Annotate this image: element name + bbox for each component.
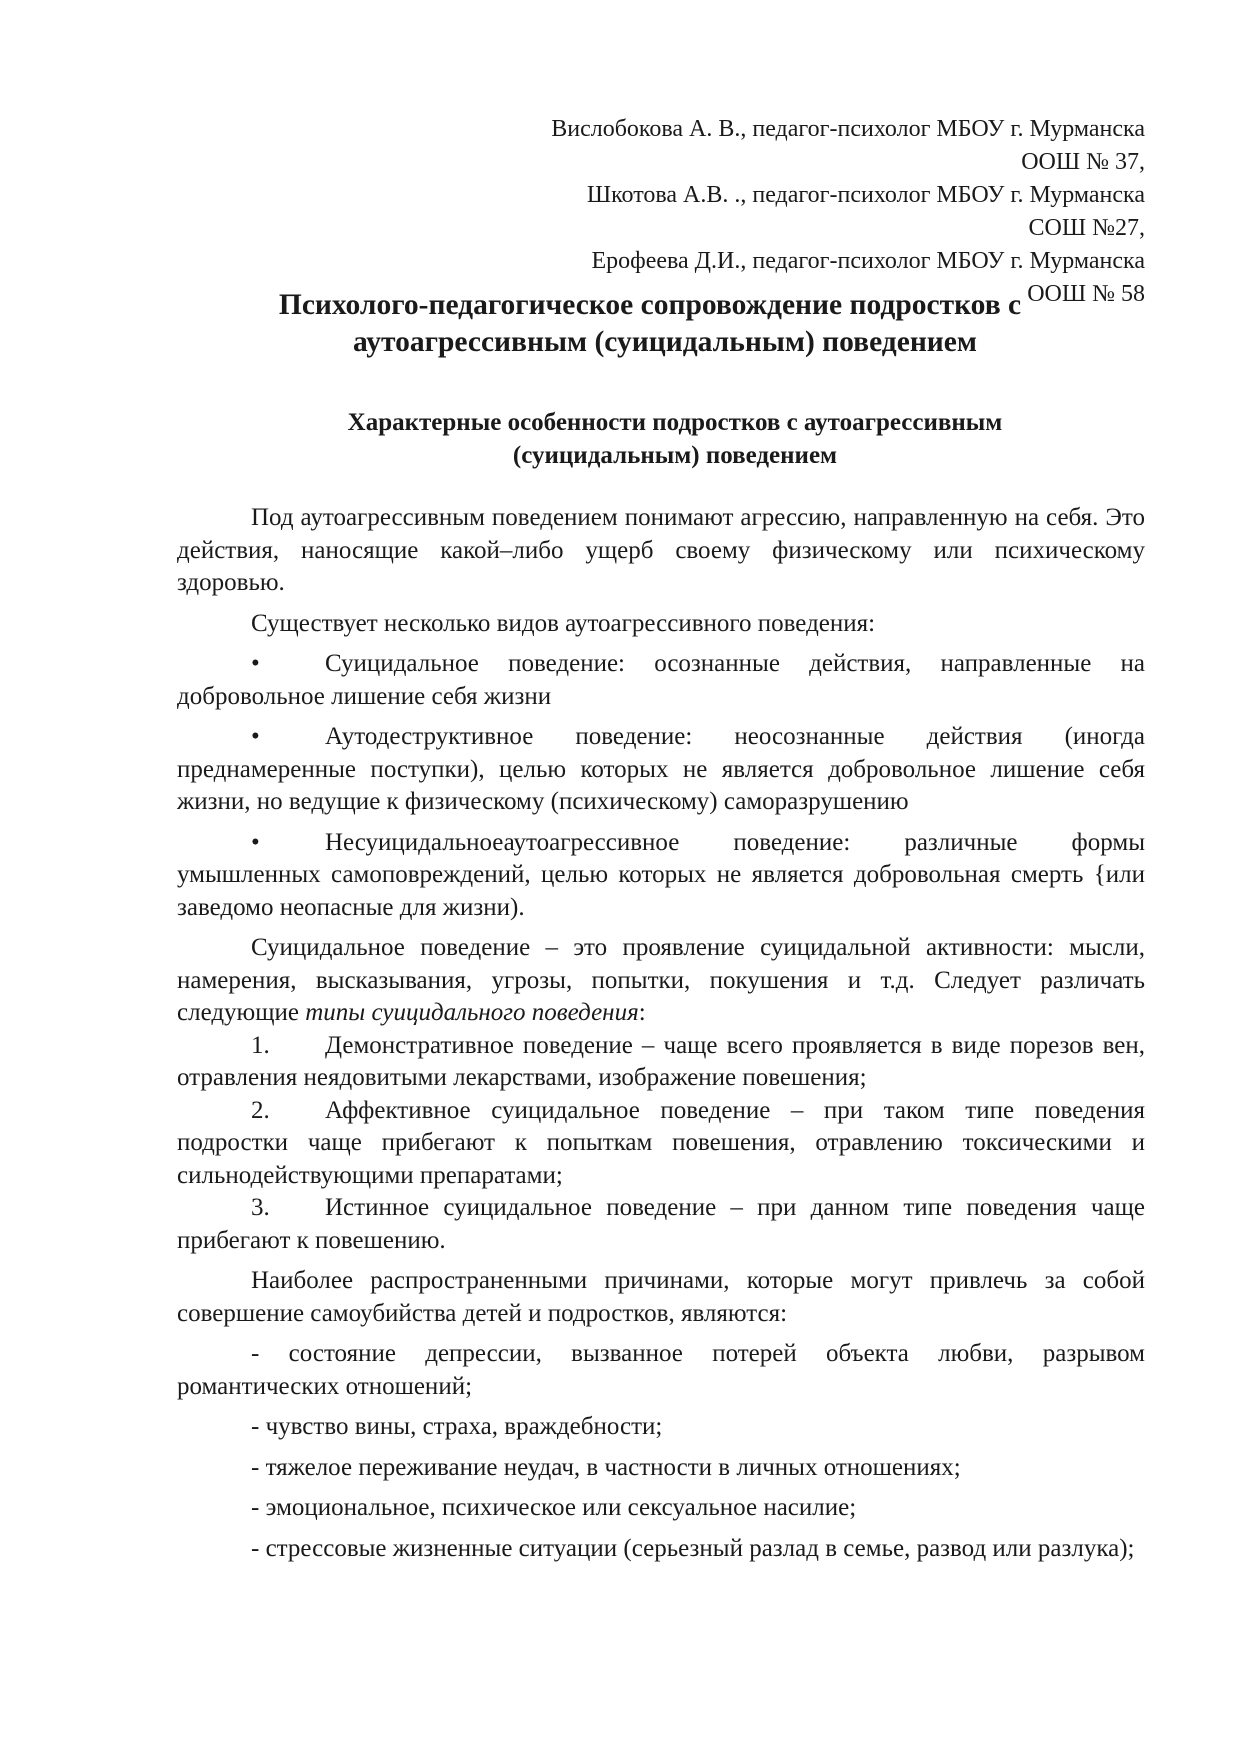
paragraph xyxy=(177,932,1145,1030)
title-line: аутоагрессивным (суицидальным) поведением xyxy=(353,326,977,358)
bullet-item xyxy=(177,648,1145,713)
section-heading xyxy=(250,406,1100,472)
document-title xyxy=(160,287,1140,361)
bullet-item xyxy=(177,827,1145,925)
heading-line: Характерные особенности подростков с аутоагрессивным xyxy=(347,409,1003,436)
paragraph-text: : xyxy=(638,999,646,1026)
paragraph: Существует несколько видов аутоагрессивного поведения: xyxy=(251,609,876,637)
numbered-item xyxy=(177,1030,1145,1095)
numbered-item xyxy=(177,1192,1145,1257)
author-line: ООШ № 58 xyxy=(1027,281,1145,307)
bullet-text: Суицидальное поведение: осознанные действия, направленные на добровольное лишение себя жизни xyxy=(177,650,1145,710)
bullet-text: Несуицидальноеаутоагрессивное поведение: различные формы умышленных самоповреждений, целью которых не является добровольная смерть {или заведомо неопасные для жизни). xyxy=(177,828,1145,921)
dash-item: - состояние депрессии, вызванное потерей объекта любви, разрывом романтических отношений; xyxy=(177,1340,1145,1400)
emphasis-text: типы суицидального поведения xyxy=(305,999,639,1026)
author-line: СОШ №27, xyxy=(1028,215,1145,241)
bullet-icon: • xyxy=(251,723,260,750)
title-line: Психолого-педагогическое сопровождение подростков с xyxy=(278,289,1022,321)
author-line: Ерофеева Д.И., педагог-психолог МБОУ г. Мурманска xyxy=(591,248,1145,274)
bullet-text: Аутодеструктивное поведение: неосознанные действия (иногда преднамеренные поступки), целью которых не является добровольное лишение себя жизни, но ведущие к физическому (психическому) саморазрушению xyxy=(177,723,1145,815)
item-text: Демонстративное поведение – чаще всего проявляется в виде порезов вен, отравления неядовитыми лекарствами, изображение повешения; xyxy=(177,1031,1145,1091)
numbered-item xyxy=(177,1095,1145,1193)
heading-line: (суицидальным) поведением xyxy=(512,442,838,469)
paragraph: Под аутоагрессивным поведением понимают агрессию, направленную на себя. Это действия, наносящие какой–либо ущерб своему физическому или психическому здоровью. xyxy=(177,504,1145,596)
item-text: Истинное суицидальное поведение – при данном типе поведения чаще прибегают к повешению. xyxy=(177,1194,1145,1254)
author-line: ООШ № 37, xyxy=(1021,149,1145,175)
paragraph: Наиболее распространенными причинами, которые могут привлечь за собой совершение самоубийства детей и подростков, являются: xyxy=(177,1267,1145,1327)
dash-item: - чувство вины, страха, враждебности; xyxy=(251,1413,663,1440)
paragraph-text: Суицидальное поведение – это проявление суицидальной активности: мысли, намерения, высказывания, угрозы, попытки, покушения и т.д. Следует различать следующие xyxy=(177,934,1145,1026)
dash-item: - эмоциональное, психическое или сексуальное насилие; xyxy=(251,1494,857,1521)
item-number: 1. xyxy=(251,1031,270,1059)
item-number: 3. xyxy=(251,1194,270,1221)
dash-item: - тяжелое переживание неудач, в частности в личных отношениях; xyxy=(251,1453,961,1481)
author-line: Вислобокова А. В., педагог-психолог МБОУ г. Мурманска xyxy=(551,116,1145,142)
author-line: Шкотова А.В. ., педагог-психолог МБОУ г. Мурманска xyxy=(586,182,1145,208)
author-block xyxy=(345,113,1145,311)
bullet-item xyxy=(177,721,1145,819)
dash-item: - стрессовые жизненные ситуации (серьезный разлад в семье, развод или разлука); xyxy=(251,1534,1135,1562)
bullet-icon: • xyxy=(251,650,260,677)
bullet-icon: • xyxy=(251,828,260,856)
item-text: Аффективное суицидальное поведение – при таком типе поведения подростки чаще прибегают к попыткам повешения, отравлению токсическими и сильнодействующими препаратами; xyxy=(177,1096,1145,1189)
item-number: 2. xyxy=(251,1096,270,1124)
document-body xyxy=(177,502,1145,1565)
